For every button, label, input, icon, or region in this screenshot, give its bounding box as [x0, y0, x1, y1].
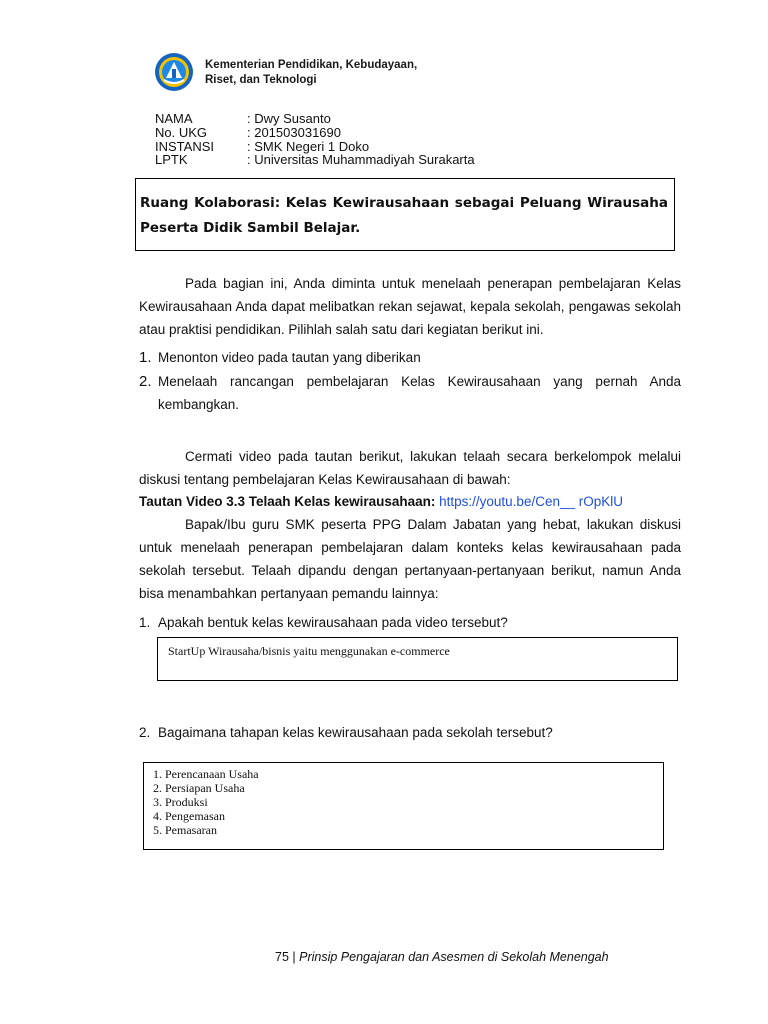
video-link-line: [139, 490, 681, 513]
identity-value: : 201503031690: [247, 125, 341, 140]
question-text: Apakah bentuk kelas kewirausahaan pada video tersebut?: [158, 615, 508, 630]
question-number: 2.: [139, 725, 151, 740]
identity-label: INSTANSI: [155, 139, 214, 154]
option-text: Menonton video pada tautan yang diberikan: [158, 350, 421, 365]
answer-box-1[interactable]: [157, 637, 678, 681]
organization-line-2: Riset, dan Teknologi: [205, 74, 317, 86]
answer-box-2[interactable]: [143, 762, 664, 850]
option-item-2: [139, 370, 681, 416]
organization-name: [205, 58, 417, 88]
question-text: Bagaimana tahapan kelas kewirausahaan pada sekolah tersebut?: [158, 725, 553, 740]
answer-line: 3. Produksi: [153, 795, 208, 809]
section-title-box: Ruang Kolaborasi: Kelas Kewirausahaan sebagai Peluang Wirausaha Peserta Didik Sambil Belajar.: [135, 178, 675, 251]
ministry-logo-icon: [154, 52, 194, 92]
answer-line: 5. Pemasaran: [153, 823, 217, 837]
page-number: 75: [275, 950, 289, 964]
video-instruction-paragraph: Cermati video pada tautan berikut, lakukan telaah secara berkelompok melalui diskusi tentang pembelajaran Kelas Kewirausahaan di bawah:: [139, 449, 681, 487]
option-text: Menelaah rancangan pembelajaran Kelas Kewirausahaan yang pernah Anda kembangkan.: [158, 374, 681, 412]
identity-value: : Universitas Muhammadiyah Surakarta: [247, 152, 475, 167]
footer-title: Prinsip Pengajaran dan Asesmen di Sekolah Menengah: [299, 950, 609, 964]
organization-line-1: Kementerian Pendidikan, Kebudayaan,: [205, 59, 418, 71]
question-number: 1.: [139, 615, 151, 630]
video-link[interactable]: https://youtu.be/Cen__ rOpKlU: [439, 494, 623, 509]
footer-separator: |: [292, 950, 296, 964]
answer-line: 1. Perencanaan Usaha: [153, 767, 259, 781]
discussion-paragraph: Bapak/Ibu guru SMK peserta PPG Dalam Jabatan yang hebat, lakukan diskusi untuk menelaah penerapan pembelajaran dalam konteks kelas kewirausahaan pada sekolah tersebut. Telaah dipandu dengan pertanyaan-pertanyaan berikut, namun Anda bisa menambahkan pertanyaan pemandu lainnya:: [139, 517, 681, 601]
question-2: [139, 721, 681, 744]
answer-line: StartUp Wirausaha/bisnis yaitu menggunakan e-commerce: [168, 644, 450, 658]
video-link-label: Tautan Video 3.3 Telaah Kelas kewirausahaan:: [139, 494, 436, 509]
identity-value: : SMK Negeri 1 Doko: [247, 139, 370, 154]
intro-paragraph: Pada bagian ini, Anda diminta untuk menelaah penerapan pembelajaran Kelas Kewirausahaan Anda dapat melibatkan rekan sejawat, kepala sekolah, pengawas sekolah atau praktisi pendidikan. Pilihlah salah satu dari kegiatan berikut ini.: [139, 276, 681, 337]
page-footer: [275, 950, 609, 964]
identity-label: No. UKG: [155, 125, 208, 140]
answer-line: 2. Persiapan Usaha: [153, 781, 245, 795]
identity-label: LPTK: [155, 152, 188, 167]
identity-value: : Dwy Susanto: [247, 111, 331, 126]
option-number: 2.: [139, 373, 152, 390]
option-item-1: [139, 346, 681, 369]
option-number: 1.: [139, 349, 152, 366]
answer-line: 4. Pengemasan: [153, 809, 225, 823]
identity-label: NAMA: [155, 111, 193, 126]
question-1: [139, 611, 681, 634]
